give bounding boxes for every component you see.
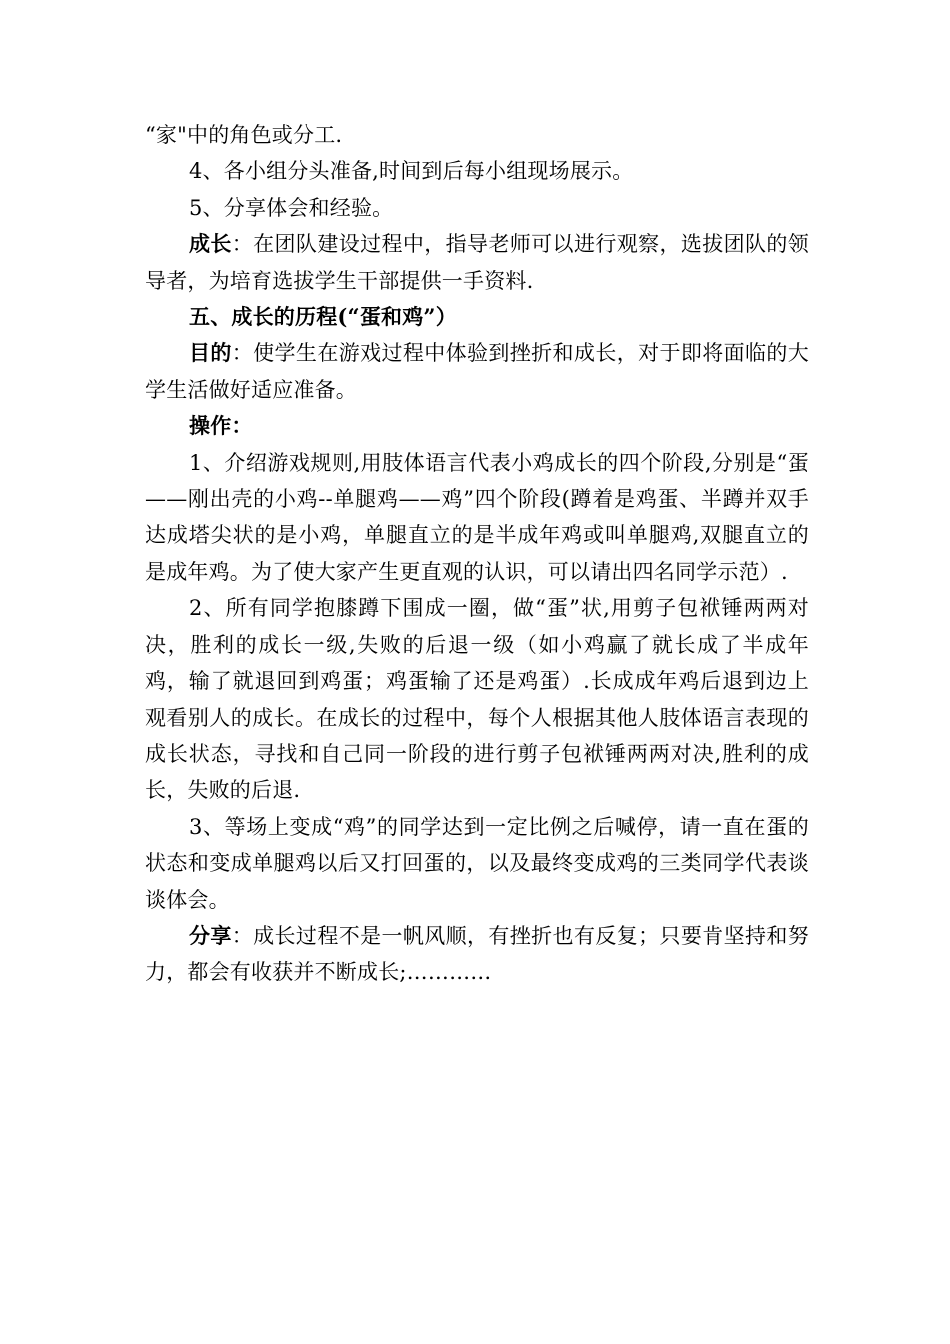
step-3-paragraph xyxy=(145,809,809,918)
step-2-paragraph xyxy=(145,590,809,808)
paragraph-text: 3、等场上变成“鸡”的同学达到一定比例之后喊停，请一直在蛋的状态和变成单腿鸡以后又打回蛋的，以及最终变成鸡的三类同学代表谈谈体会。 xyxy=(145,814,809,912)
section-title: 五、成长的历程(“蛋和鸡”） xyxy=(189,304,457,330)
paragraph-text: ：在团队建设过程中，指导老师可以进行观察，选拔团队的领导者，为培育选拔学生干部提供一手资料. xyxy=(145,232,809,293)
paragraph-text: “家"中的角色或分工. xyxy=(145,123,343,147)
operation-heading xyxy=(145,408,809,444)
step-1-paragraph xyxy=(145,445,809,591)
operation-label: 操作： xyxy=(189,413,253,439)
step-4-paragraph xyxy=(145,153,809,189)
purpose-paragraph xyxy=(145,335,809,408)
growth-note-paragraph xyxy=(145,226,809,299)
paragraph-text: 2、所有同学抱膝蹲下围成一圈，做“蛋”状,用剪子包袱锤两两对决，胜利的成长一级,失败的后退一级（如小鸡赢了就长成了半成年鸡，输了就退回到鸡蛋；鸡蛋输了还是鸡蛋）.长成成年鸡后退到边上观看别人的成长。在成长的过程中，每个人根据其他人肢体语言表现的成长状态，寻找和自己同一阶段的进行剪子包袱锤两两对决,胜利的成长，失败的后退. xyxy=(145,596,809,803)
purpose-label: 目的 xyxy=(189,340,232,366)
share-label: 分享 xyxy=(189,922,232,948)
section-heading xyxy=(145,299,809,335)
paragraph-text: ：使学生在游戏过程中体验到挫折和成长，对于即将面临的大学生活做好适应准备。 xyxy=(145,341,809,402)
step-5-paragraph xyxy=(145,190,809,226)
growth-label: 成长 xyxy=(189,231,232,257)
paragraph-text: ：成长过程不是一帆风顺，有挫折也有反复；只要肯坚持和努力，都会有收获并不断成长;………… xyxy=(145,923,809,985)
paragraph-text: 4、各小组分头准备,时间到后每小组现场展示。 xyxy=(189,159,634,184)
paragraph-family-roles xyxy=(145,117,809,153)
document-body xyxy=(145,117,809,991)
paragraph-text: 1、介绍游戏规则,用肢体语言代表小鸡成长的四个阶段,分别是“蛋——刚出壳的小鸡--单腿鸡——鸡”四个阶段(蹲着是鸡蛋、半蹲并双手达成塔尖状的是小鸡，单腿直立的是半成年鸡或叫单腿鸡,双腿直立的是成年鸡。为了使大家产生更直观的认识，可以请出四名同学示范）. xyxy=(145,450,809,584)
share-paragraph xyxy=(145,918,809,991)
paragraph-text: 5、分享体会和经验。 xyxy=(189,195,394,220)
